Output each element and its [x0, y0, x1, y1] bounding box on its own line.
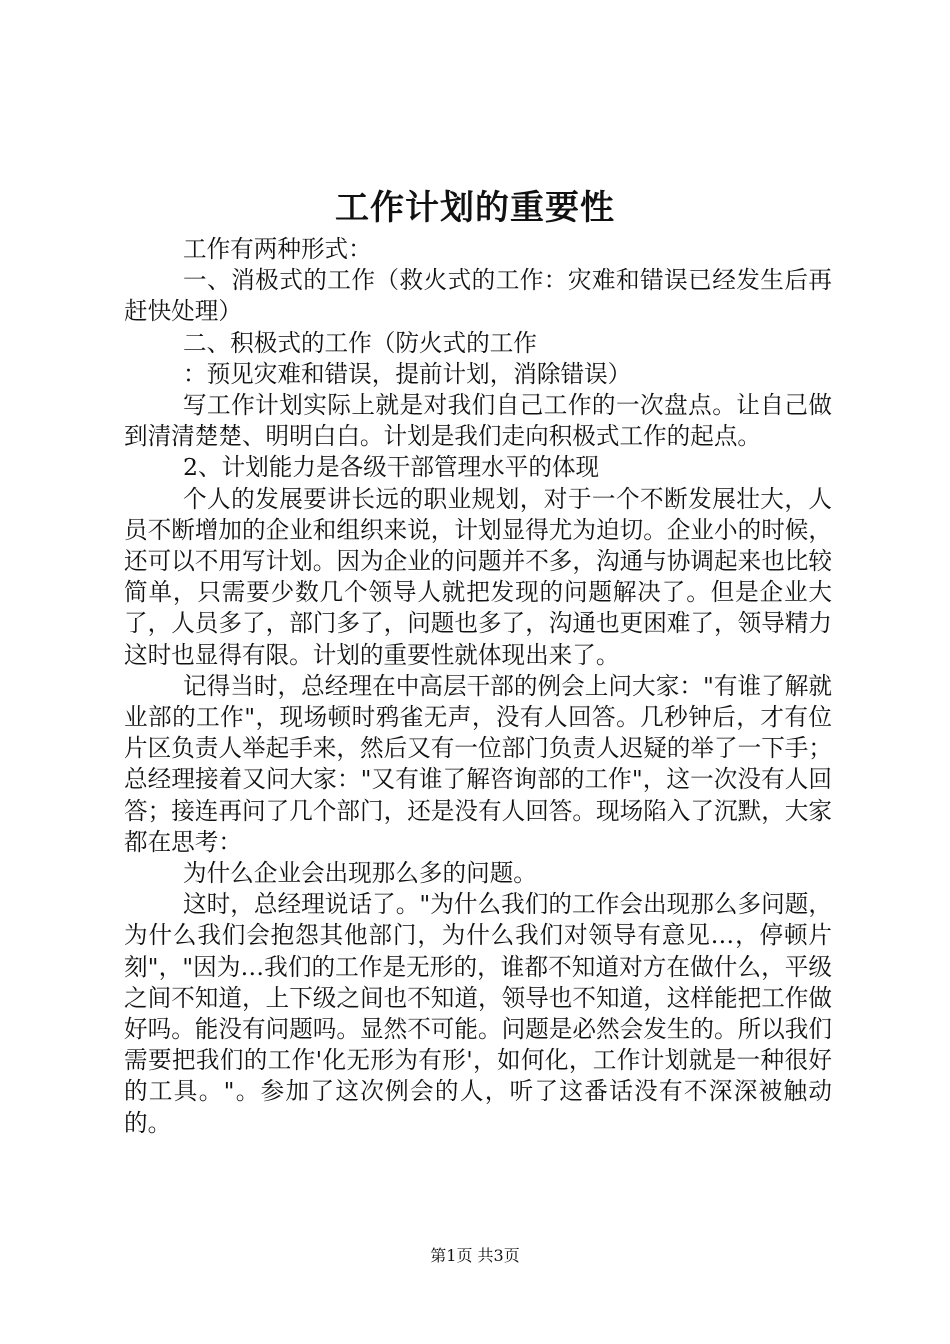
paragraph: 为什么企业会出现那么多的问题。: [183, 859, 537, 888]
paragraph: ：预见灾难和错误，提前计划，消除错误）: [183, 359, 632, 388]
document-body: [124, 234, 832, 1139]
paragraph: 一、消极式的工作（救火式的工作：灾难和错误已经发生后再赶快处理）: [124, 266, 832, 326]
paragraph: 工作有两种形式：: [183, 235, 372, 263]
paragraph: 个人的发展要讲长远的职业规划，对于一个不断发展壮大，人员不断增加的企业和组织来说，计划显得尤为迫切。企业小的时候，还可以不用写计划。因为企业的问题并不多，沟通与协调起来也比较简单，只需要少数几个领导人就把发现的问题解决了。但是企业大了，人员多了，部门多了，问题也多了，沟通也更困难了，领导精力这时也显得有限。计划的重要性就体现出来了。: [124, 484, 832, 669]
paragraph: 2、计划能力是各级干部管理水平的体现: [183, 453, 600, 482]
document-title: 工作计划的重要性: [335, 188, 615, 228]
page-footer: 第1页 共3页: [430, 1246, 520, 1265]
paragraph: 二、积极式的工作（防火式的工作: [183, 328, 537, 357]
paragraph: 这时，总经理说话了。"为什么我们的工作会出现那么多问题，为什么我们会抱怨其他部门，为什么我们对领导有意见…，停顿片刻"，"因为…我们的工作是无形的，谁都不知道对方在做什么，平级之间不知道，上下级之间也不知道，领导也不知道，这样能把工作做好吗。能没有问题吗。显然不可能。问题是必然会发生的。所以我们需要把我们的工作'化无形为有形'，如何化，工作计划就是一种很好的工具。"。参加了这次例会的人，听了这番话没有不深深被触动的。: [124, 890, 832, 1137]
paragraph: 记得当时，总经理在中高层干部的例会上问大家："有谁了解就业部的工作"，现场顿时鸦雀无声，没有人回答。几秒钟后，才有位片区负责人举起手来，然后又有一位部门负责人迟疑的举了一下手；总经理接着又问大家："又有谁了解咨询部的工作"，这一次没有人回答；接连再问了几个部门，还是没有人回答。现场陷入了沉默，大家都在思考：: [124, 671, 832, 856]
paragraph: 写工作计划实际上就是对我们自己工作的一次盘点。让自己做到清清楚楚、明明白白。计划是我们走向积极式工作的起点。: [124, 391, 832, 451]
